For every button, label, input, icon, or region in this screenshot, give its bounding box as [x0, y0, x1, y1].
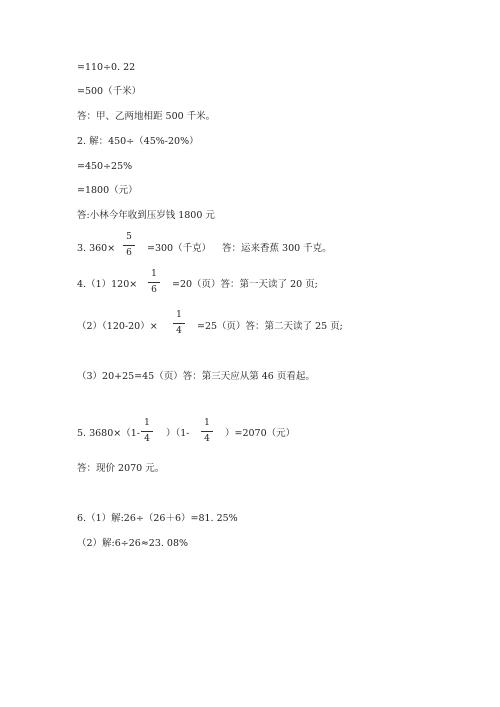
q3-answer: 答：运来香蕉 300 千克。	[222, 243, 332, 254]
line-7: 答:小林今年收到压岁钱 1800 元	[77, 210, 215, 221]
q5-fraction-2	[200, 418, 214, 445]
q4a-numerator: 1	[151, 269, 157, 279]
q5-fraction-1	[140, 418, 154, 445]
q5-numerator-2: 1	[204, 418, 210, 428]
question-6-2: （2）解:6÷26≈23. 08%	[77, 538, 189, 549]
fraction-bar	[123, 245, 135, 246]
fraction-bar	[148, 282, 160, 283]
fraction-bar	[173, 323, 185, 324]
q4b-expr-end: =25（页）答：第二天读了 25 页;	[197, 321, 343, 332]
q5-expr-start: 5. 3680×（1-	[77, 428, 140, 439]
line-4: 2. 解：450÷（45%-20%）	[77, 136, 199, 147]
q3-fraction	[122, 232, 136, 259]
line-6: =1800（元）	[77, 185, 138, 196]
line-5: =450÷25%	[77, 161, 133, 172]
q4b-numerator: 1	[176, 310, 182, 320]
question-4-3: （3）20+25=45（页）答：第三天应从第 46 页看起。	[77, 371, 315, 382]
q5-denominator-1: 4	[144, 434, 150, 444]
q4a-fraction	[147, 269, 161, 296]
q3-numerator: 5	[126, 232, 132, 242]
q5-denominator-2: 4	[204, 434, 210, 444]
q3-expr-end: =300（千克）	[147, 243, 212, 254]
line-2: =500（千米）	[77, 86, 142, 97]
q4a-denominator: 6	[151, 285, 157, 295]
q4a-expr-end: =20（页）答：第一天读了 20 页;	[172, 279, 318, 290]
q4b-fraction	[172, 310, 186, 337]
q5-expr-middle: ）（1-	[166, 428, 190, 439]
q3-denominator: 6	[126, 248, 132, 258]
question-5-answer: 答：现价 2070 元。	[77, 463, 165, 474]
fraction-bar	[141, 431, 153, 432]
q4b-expr-start: （2）（120-20）×	[77, 321, 158, 332]
q4a-expr-start: 4.（1）120×	[77, 279, 138, 290]
q4b-denominator: 4	[176, 326, 182, 336]
q5-numerator-1: 1	[144, 418, 150, 428]
q5-expr-end: ）=2070（元）	[225, 428, 296, 439]
line-3: 答：甲、乙两地相距 500 千米。	[77, 111, 216, 122]
line-1: =110÷0. 22	[77, 62, 136, 73]
question-6-1: 6.（1）解:26÷（26＋6）=81. 25%	[77, 513, 238, 524]
q3-expr-start: 3. 360×	[77, 243, 116, 254]
fraction-bar	[201, 431, 213, 432]
